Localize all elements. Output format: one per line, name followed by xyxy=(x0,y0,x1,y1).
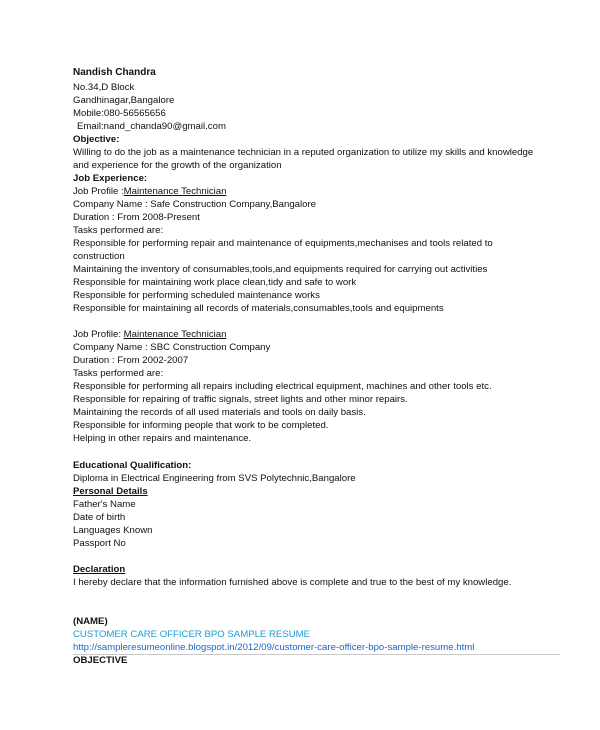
personal-field: Languages Known xyxy=(73,525,153,536)
source-url-link[interactable]: http://sampleresumeonline.blogspot.in/2012/09/customer-care-officer-bpo-sample-resume.html xyxy=(73,642,475,653)
experience-heading: Job Experience: xyxy=(73,173,148,184)
job-profile-label: Job Profile: xyxy=(73,329,124,340)
task-item: construction xyxy=(73,251,125,262)
task-item: Responsible for repairing of traffic signals, street lights and other minor repairs. xyxy=(73,394,408,405)
task-item: Responsible for maintaining all records of materials,consumables,tools and equipments xyxy=(73,303,444,314)
job-profile-value: Maintenance Technician xyxy=(123,186,227,197)
task-item: Helping in other repairs and maintenance. xyxy=(73,433,252,444)
objective-line-1: Willing to do the job as a maintenance technician in a reputed organization to utilize my skills and knowledge xyxy=(73,147,534,158)
job-duration: Duration : From 2002-2007 xyxy=(73,355,189,366)
task-item: Maintaining the inventory of consumables,tools,and equipments required for carrying out activities xyxy=(73,264,488,275)
task-item: Responsible for performing scheduled maintenance works xyxy=(73,290,320,301)
email-address: Email:nand_chanda90@gmail.com xyxy=(77,121,226,132)
job-profile-value: Maintenance Technician xyxy=(123,329,227,340)
job-duration: Duration : From 2008-Present xyxy=(73,212,200,223)
spacer xyxy=(73,315,573,328)
education-line: Diploma in Electrical Engineering from SVS Polytechnic,Bangalore xyxy=(73,473,356,484)
declaration-heading: Declaration xyxy=(73,564,126,575)
personal-field: Father's Name xyxy=(73,499,136,510)
education-heading: Educational Qualification: xyxy=(73,460,192,471)
name-placeholder: (NAME) xyxy=(73,616,108,627)
task-item: Maintaining the records of all used materials and tools on daily basis. xyxy=(73,407,366,418)
personal-details-heading: Personal Details xyxy=(73,486,148,497)
company-name: Company Name : Safe Construction Company,Bangalore xyxy=(73,199,316,210)
company-name: Company Name : SBC Construction Company xyxy=(73,342,271,353)
tasks-label: Tasks performed are: xyxy=(73,368,164,379)
task-item: Responsible for performing all repairs including electrical equipment, machines and other tools etc. xyxy=(73,381,492,392)
spacer xyxy=(73,589,573,615)
address-line-2: Gandhinagar,Bangalore xyxy=(73,95,175,106)
mobile-number: Mobile:080-56565656 xyxy=(73,108,166,119)
task-item: Responsible for performing repair and maintenance of equipments,mechanises and tools related to xyxy=(73,238,493,249)
candidate-name: Nandish Chandra xyxy=(73,67,156,78)
objective-footer-heading: OBJECTIVE xyxy=(73,655,128,666)
task-item: Responsible for informing people that work to be completed. xyxy=(73,420,329,431)
objective-heading: Objective: xyxy=(73,134,120,145)
job-profile xyxy=(73,185,573,198)
footer-divider xyxy=(73,654,560,655)
personal-field: Date of birth xyxy=(73,512,126,523)
personal-field: Passport No xyxy=(73,538,126,549)
job-profile-label: Job Profile : xyxy=(73,186,124,197)
declaration-text: I hereby declare that the information furnished above is complete and true to the best of my knowledge. xyxy=(73,577,512,588)
spacer xyxy=(73,550,573,563)
resume-content xyxy=(73,66,573,667)
tasks-label: Tasks performed are: xyxy=(73,225,164,236)
sample-title: CUSTOMER CARE OFFICER BPO SAMPLE RESUME xyxy=(73,629,311,640)
spacer xyxy=(73,445,573,459)
address-line-1: No.34,D Block xyxy=(73,82,135,93)
task-item: Responsible for maintaining work place clean,tidy and safe to work xyxy=(73,277,357,288)
objective-line-2: and experience for the growth of the organization xyxy=(73,160,282,171)
job-profile xyxy=(73,328,573,341)
